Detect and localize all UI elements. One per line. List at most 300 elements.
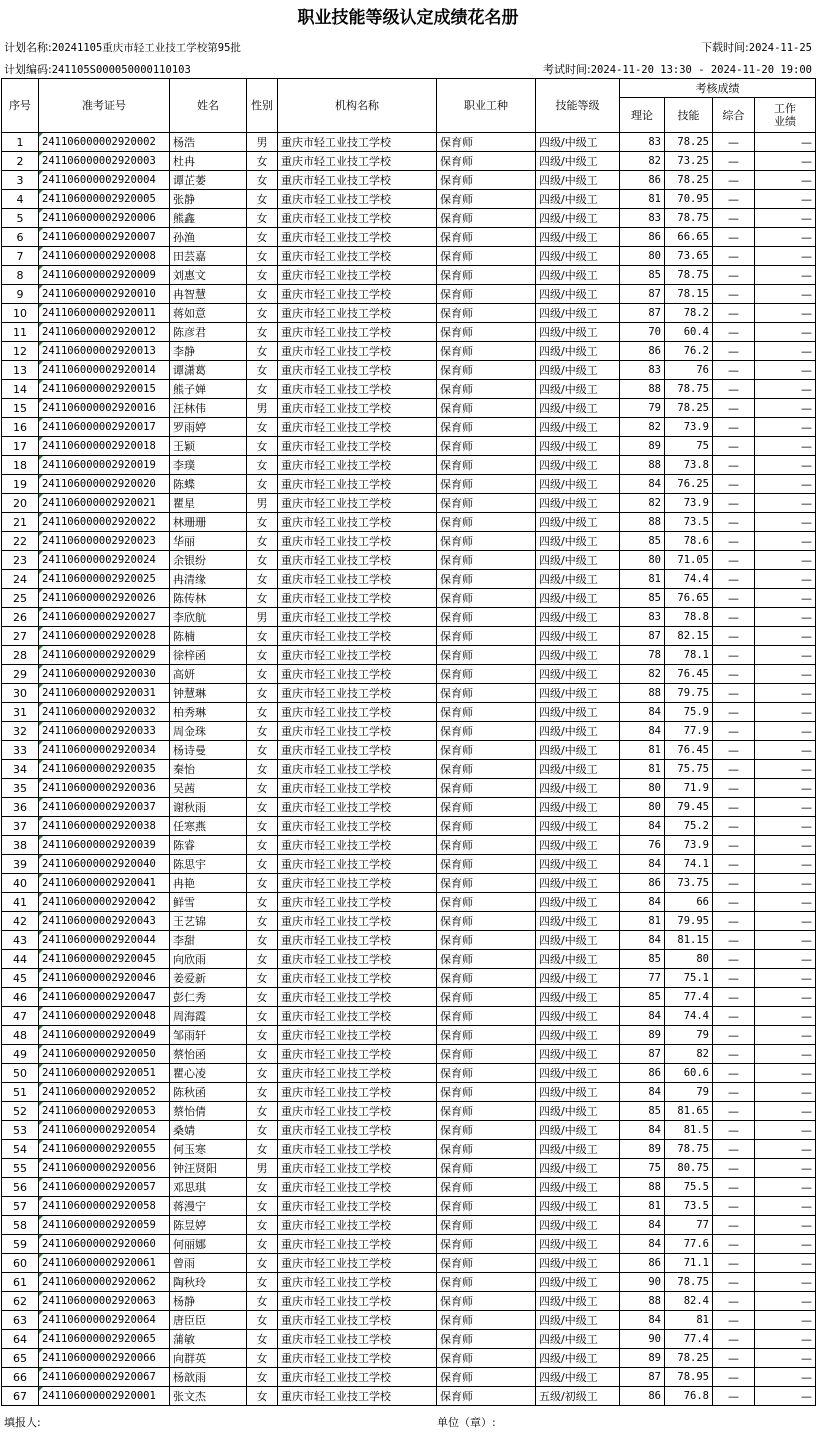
cell-seq: 4	[2, 190, 39, 209]
cell-name: 唐臣臣	[170, 1311, 247, 1330]
cell-theory: 81	[620, 570, 665, 589]
cell-name: 冉艳	[170, 874, 247, 893]
cell-seq: 67	[2, 1387, 39, 1406]
cell-org: 重庆市轻工业技工学校	[278, 950, 437, 969]
cell-skill: 76	[665, 361, 713, 380]
cell-theory: 86	[620, 1254, 665, 1273]
cell-gender: 女	[247, 513, 278, 532]
table-row	[2, 798, 816, 817]
cell-theory: 83	[620, 361, 665, 380]
cell-name: 瞿心凌	[170, 1064, 247, 1083]
table-row	[2, 494, 816, 513]
cell-job: 保育师	[437, 1140, 536, 1159]
cell-name: 何玉寒	[170, 1140, 247, 1159]
cell-name: 杜冉	[170, 152, 247, 171]
cell-ticket: 241106000002920032	[39, 703, 170, 722]
cell-name: 桑婧	[170, 1121, 247, 1140]
cell-theory: 85	[620, 950, 665, 969]
cell-seq: 27	[2, 627, 39, 646]
cell-work: —	[755, 646, 816, 665]
cell-theory: 83	[620, 209, 665, 228]
cell-ticket: 241106000002920010	[39, 285, 170, 304]
cell-job: 保育师	[437, 1216, 536, 1235]
cell-ticket: 241106000002920041	[39, 874, 170, 893]
table-row	[2, 380, 816, 399]
table-row	[2, 1330, 816, 1349]
cell-work: —	[755, 228, 816, 247]
cell-work: —	[755, 627, 816, 646]
cell-name: 陈彦君	[170, 323, 247, 342]
table-row	[2, 1216, 816, 1235]
cell-seq: 19	[2, 475, 39, 494]
cell-overall: —	[713, 988, 755, 1007]
cell-theory: 82	[620, 494, 665, 513]
table-row	[2, 437, 816, 456]
cell-level: 四级/中级工	[536, 342, 620, 361]
cell-name: 陈秋函	[170, 1083, 247, 1102]
cell-skill: 79.45	[665, 798, 713, 817]
cell-job: 保育师	[437, 342, 536, 361]
cell-theory: 84	[620, 1216, 665, 1235]
cell-ticket: 241106000002920007	[39, 228, 170, 247]
cell-level: 四级/中级工	[536, 950, 620, 969]
cell-name: 汪林伟	[170, 399, 247, 418]
table-row	[2, 266, 816, 285]
cell-ticket: 241106000002920047	[39, 988, 170, 1007]
cell-work: —	[755, 570, 816, 589]
cell-overall: —	[713, 570, 755, 589]
cell-work: —	[755, 1197, 816, 1216]
cell-work: —	[755, 133, 816, 152]
cell-job: 保育师	[437, 323, 536, 342]
cell-work: —	[755, 779, 816, 798]
cell-ticket: 241106000002920014	[39, 361, 170, 380]
table-row	[2, 247, 816, 266]
table-row	[2, 133, 816, 152]
cell-work: —	[755, 703, 816, 722]
cell-ticket: 241106000002920029	[39, 646, 170, 665]
cell-gender: 女	[247, 817, 278, 836]
cell-name: 杨歆雨	[170, 1368, 247, 1387]
cell-org: 重庆市轻工业技工学校	[278, 1216, 437, 1235]
cell-name: 杨浩	[170, 133, 247, 152]
cell-seq: 1	[2, 133, 39, 152]
cell-work: —	[755, 1311, 816, 1330]
cell-skill: 78.95	[665, 1368, 713, 1387]
cell-level: 四级/中级工	[536, 760, 620, 779]
cell-level: 五级/初级工	[536, 1387, 620, 1406]
cell-theory: 88	[620, 684, 665, 703]
cell-job: 保育师	[437, 1178, 536, 1197]
cell-name: 林珊珊	[170, 513, 247, 532]
cell-org: 重庆市轻工业技工学校	[278, 209, 437, 228]
cell-ticket: 241106000002920066	[39, 1349, 170, 1368]
cell-work: —	[755, 1140, 816, 1159]
cell-name: 向群英	[170, 1349, 247, 1368]
plan-name-value: 20241105重庆市轻工业技工学校第95批	[51, 42, 241, 54]
cell-theory: 85	[620, 266, 665, 285]
cell-seq: 17	[2, 437, 39, 456]
cell-job: 保育师	[437, 912, 536, 931]
cell-seq: 9	[2, 285, 39, 304]
cell-overall: —	[713, 342, 755, 361]
cell-work: —	[755, 722, 816, 741]
cell-theory: 88	[620, 380, 665, 399]
score-table	[1, 78, 816, 1406]
cell-theory: 86	[620, 874, 665, 893]
cell-gender: 女	[247, 323, 278, 342]
cell-gender: 女	[247, 342, 278, 361]
cell-overall: —	[713, 532, 755, 551]
cell-job: 保育师	[437, 1121, 536, 1140]
cell-seq: 3	[2, 171, 39, 190]
cell-level: 四级/中级工	[536, 1311, 620, 1330]
table-row	[2, 893, 816, 912]
cell-job: 保育师	[437, 741, 536, 760]
cell-job: 保育师	[437, 1330, 536, 1349]
cell-skill: 76.2	[665, 342, 713, 361]
cell-seq: 25	[2, 589, 39, 608]
cell-gender: 女	[247, 1368, 278, 1387]
cell-skill: 73.9	[665, 494, 713, 513]
cell-gender: 女	[247, 456, 278, 475]
cell-level: 四级/中级工	[536, 399, 620, 418]
cell-theory: 87	[620, 304, 665, 323]
cell-work: —	[755, 171, 816, 190]
cell-org: 重庆市轻工业技工学校	[278, 1387, 437, 1406]
cell-overall: —	[713, 684, 755, 703]
cell-ticket: 241106000002920053	[39, 1102, 170, 1121]
cell-name: 谭芷萎	[170, 171, 247, 190]
cell-seq: 64	[2, 1330, 39, 1349]
cell-seq: 34	[2, 760, 39, 779]
cell-level: 四级/中级工	[536, 1178, 620, 1197]
cell-level: 四级/中级工	[536, 1064, 620, 1083]
plan-name-line	[4, 38, 241, 58]
cell-overall: —	[713, 323, 755, 342]
cell-skill: 81.65	[665, 1102, 713, 1121]
cell-work: —	[755, 684, 816, 703]
cell-seq: 43	[2, 931, 39, 950]
table-row	[2, 190, 816, 209]
cell-seq: 14	[2, 380, 39, 399]
table-row	[2, 1083, 816, 1102]
header-work-line2: 业绩	[774, 115, 796, 128]
cell-seq: 21	[2, 513, 39, 532]
cell-theory: 80	[620, 798, 665, 817]
cell-name: 任寒燕	[170, 817, 247, 836]
cell-org: 重庆市轻工业技工学校	[278, 1140, 437, 1159]
cell-theory: 88	[620, 1178, 665, 1197]
cell-ticket: 241106000002920022	[39, 513, 170, 532]
cell-overall: —	[713, 513, 755, 532]
cell-overall: —	[713, 893, 755, 912]
cell-overall: —	[713, 1178, 755, 1197]
cell-work: —	[755, 1216, 816, 1235]
cell-org: 重庆市轻工业技工学校	[278, 1292, 437, 1311]
cell-skill: 78.75	[665, 1273, 713, 1292]
cell-seq: 10	[2, 304, 39, 323]
cell-job: 保育师	[437, 1045, 536, 1064]
cell-gender: 男	[247, 399, 278, 418]
table-row	[2, 1064, 816, 1083]
cell-overall: —	[713, 1349, 755, 1368]
cell-org: 重庆市轻工业技工学校	[278, 266, 437, 285]
cell-ticket: 241106000002920002	[39, 133, 170, 152]
cell-gender: 女	[247, 741, 278, 760]
cell-work: —	[755, 304, 816, 323]
cell-theory: 81	[620, 190, 665, 209]
cell-job: 保育师	[437, 969, 536, 988]
cell-gender: 女	[247, 418, 278, 437]
cell-gender: 女	[247, 209, 278, 228]
cell-overall: —	[713, 456, 755, 475]
cell-skill: 82	[665, 1045, 713, 1064]
cell-level: 四级/中级工	[536, 190, 620, 209]
cell-gender: 女	[247, 893, 278, 912]
cell-work: —	[755, 1121, 816, 1140]
cell-ticket: 241106000002920060	[39, 1235, 170, 1254]
cell-skill: 77.4	[665, 1330, 713, 1349]
cell-name: 蔡怡倩	[170, 1102, 247, 1121]
table-row	[2, 1197, 816, 1216]
cell-overall: —	[713, 798, 755, 817]
cell-name: 何丽娜	[170, 1235, 247, 1254]
cell-org: 重庆市轻工业技工学校	[278, 1121, 437, 1140]
cell-level: 四级/中级工	[536, 285, 620, 304]
cell-ticket: 241106000002920001	[39, 1387, 170, 1406]
cell-work: —	[755, 855, 816, 874]
cell-org: 重庆市轻工业技工学校	[278, 1102, 437, 1121]
cell-org: 重庆市轻工业技工学校	[278, 1007, 437, 1026]
cell-name: 姜爱新	[170, 969, 247, 988]
cell-work: —	[755, 285, 816, 304]
cell-job: 保育师	[437, 1311, 536, 1330]
header-work	[755, 98, 816, 133]
cell-name: 罗雨婷	[170, 418, 247, 437]
cell-level: 四级/中级工	[536, 1330, 620, 1349]
cell-theory: 84	[620, 1121, 665, 1140]
cell-work: —	[755, 266, 816, 285]
cell-job: 保育师	[437, 437, 536, 456]
cell-name: 鲜雪	[170, 893, 247, 912]
header-skill: 技能	[665, 98, 713, 133]
cell-theory: 79	[620, 399, 665, 418]
cell-name: 陈睿	[170, 836, 247, 855]
cell-org: 重庆市轻工业技工学校	[278, 570, 437, 589]
cell-seq: 20	[2, 494, 39, 513]
cell-org: 重庆市轻工业技工学校	[278, 646, 437, 665]
cell-skill: 81	[665, 1311, 713, 1330]
cell-name: 田芸嘉	[170, 247, 247, 266]
cell-overall: —	[713, 969, 755, 988]
cell-seq: 37	[2, 817, 39, 836]
cell-name: 秦怡	[170, 760, 247, 779]
cell-gender: 男	[247, 1159, 278, 1178]
cell-org: 重庆市轻工业技工学校	[278, 741, 437, 760]
cell-org: 重庆市轻工业技工学校	[278, 247, 437, 266]
cell-name: 王颖	[170, 437, 247, 456]
cell-ticket: 241106000002920030	[39, 665, 170, 684]
table-row	[2, 836, 816, 855]
table-row	[2, 418, 816, 437]
table-row	[2, 304, 816, 323]
cell-work: —	[755, 817, 816, 836]
cell-overall: —	[713, 665, 755, 684]
cell-level: 四级/中级工	[536, 703, 620, 722]
cell-ticket: 241106000002920038	[39, 817, 170, 836]
header-job: 职业工种	[437, 79, 536, 133]
cell-gender: 女	[247, 285, 278, 304]
cell-ticket: 241106000002920036	[39, 779, 170, 798]
cell-name: 蒋如意	[170, 304, 247, 323]
cell-ticket: 241106000002920003	[39, 152, 170, 171]
cell-level: 四级/中级工	[536, 209, 620, 228]
cell-name: 陈传林	[170, 589, 247, 608]
cell-org: 重庆市轻工业技工学校	[278, 1064, 437, 1083]
cell-work: —	[755, 608, 816, 627]
cell-theory: 87	[620, 1368, 665, 1387]
cell-job: 保育师	[437, 893, 536, 912]
cell-ticket: 241106000002920046	[39, 969, 170, 988]
cell-job: 保育师	[437, 1007, 536, 1026]
cell-job: 保育师	[437, 1026, 536, 1045]
cell-overall: —	[713, 703, 755, 722]
cell-ticket: 241106000002920042	[39, 893, 170, 912]
cell-ticket: 241106000002920031	[39, 684, 170, 703]
cell-level: 四级/中级工	[536, 532, 620, 551]
cell-skill: 76.45	[665, 741, 713, 760]
cell-theory: 81	[620, 760, 665, 779]
cell-overall: —	[713, 855, 755, 874]
cell-theory: 84	[620, 893, 665, 912]
cell-ticket: 241106000002920009	[39, 266, 170, 285]
cell-work: —	[755, 1159, 816, 1178]
cell-overall: —	[713, 779, 755, 798]
cell-ticket: 241106000002920045	[39, 950, 170, 969]
cell-gender: 女	[247, 760, 278, 779]
cell-theory: 81	[620, 1197, 665, 1216]
cell-gender: 女	[247, 684, 278, 703]
table-row	[2, 570, 816, 589]
table-row	[2, 456, 816, 475]
cell-level: 四级/中级工	[536, 1159, 620, 1178]
document-title: 职业技能等级认定成绩花名册	[297, 8, 519, 28]
cell-level: 四级/中级工	[536, 1197, 620, 1216]
cell-ticket: 241106000002920008	[39, 247, 170, 266]
cell-work: —	[755, 418, 816, 437]
table-row	[2, 1121, 816, 1140]
cell-level: 四级/中级工	[536, 418, 620, 437]
cell-ticket: 241106000002920035	[39, 760, 170, 779]
table-row	[2, 1368, 816, 1387]
cell-ticket: 241106000002920040	[39, 855, 170, 874]
cell-org: 重庆市轻工业技工学校	[278, 855, 437, 874]
cell-gender: 女	[247, 1102, 278, 1121]
cell-ticket: 241106000002920025	[39, 570, 170, 589]
cell-ticket: 241106000002920026	[39, 589, 170, 608]
cell-work: —	[755, 874, 816, 893]
cell-org: 重庆市轻工业技工学校	[278, 418, 437, 437]
cell-overall: —	[713, 418, 755, 437]
cell-level: 四级/中级工	[536, 1273, 620, 1292]
cell-overall: —	[713, 285, 755, 304]
cell-job: 保育师	[437, 171, 536, 190]
table-row	[2, 950, 816, 969]
cell-overall: —	[713, 1140, 755, 1159]
cell-gender: 女	[247, 1387, 278, 1406]
cell-ticket: 241106000002920020	[39, 475, 170, 494]
cell-seq: 18	[2, 456, 39, 475]
cell-org: 重庆市轻工业技工学校	[278, 1178, 437, 1197]
cell-gender: 女	[247, 1235, 278, 1254]
cell-skill: 73.5	[665, 1197, 713, 1216]
cell-job: 保育师	[437, 1083, 536, 1102]
cell-work: —	[755, 323, 816, 342]
cell-org: 重庆市轻工业技工学校	[278, 1159, 437, 1178]
cell-theory: 75	[620, 1159, 665, 1178]
cell-theory: 86	[620, 1387, 665, 1406]
cell-gender: 女	[247, 836, 278, 855]
cell-job: 保育师	[437, 1349, 536, 1368]
cell-gender: 女	[247, 969, 278, 988]
cell-ticket: 241106000002920052	[39, 1083, 170, 1102]
cell-skill: 73.8	[665, 456, 713, 475]
cell-ticket: 241106000002920062	[39, 1273, 170, 1292]
cell-overall: —	[713, 1083, 755, 1102]
cell-theory: 84	[620, 703, 665, 722]
cell-seq: 12	[2, 342, 39, 361]
cell-skill: 78.75	[665, 266, 713, 285]
cell-theory: 86	[620, 1064, 665, 1083]
cell-job: 保育师	[437, 513, 536, 532]
cell-level: 四级/中级工	[536, 380, 620, 399]
cell-theory: 84	[620, 1235, 665, 1254]
cell-work: —	[755, 1083, 816, 1102]
cell-gender: 女	[247, 437, 278, 456]
cell-skill: 78.75	[665, 209, 713, 228]
cell-gender: 女	[247, 228, 278, 247]
cell-seq: 39	[2, 855, 39, 874]
cell-skill: 71.1	[665, 1254, 713, 1273]
cell-skill: 78.25	[665, 133, 713, 152]
cell-seq: 13	[2, 361, 39, 380]
cell-seq: 30	[2, 684, 39, 703]
cell-org: 重庆市轻工业技工学校	[278, 513, 437, 532]
cell-name: 华丽	[170, 532, 247, 551]
table-row	[2, 722, 816, 741]
cell-seq: 33	[2, 741, 39, 760]
cell-seq: 41	[2, 893, 39, 912]
cell-theory: 86	[620, 342, 665, 361]
cell-ticket: 241106000002920015	[39, 380, 170, 399]
cell-work: —	[755, 741, 816, 760]
cell-skill: 71.05	[665, 551, 713, 570]
cell-seq: 62	[2, 1292, 39, 1311]
cell-gender: 女	[247, 1178, 278, 1197]
cell-work: —	[755, 798, 816, 817]
cell-skill: 73.25	[665, 152, 713, 171]
cell-job: 保育师	[437, 646, 536, 665]
cell-level: 四级/中级工	[536, 437, 620, 456]
cell-gender: 女	[247, 722, 278, 741]
cell-job: 保育师	[437, 475, 536, 494]
cell-overall: —	[713, 228, 755, 247]
header-gender: 性别	[247, 79, 278, 133]
header-work-line1: 工作	[774, 102, 796, 115]
cell-skill: 78.15	[665, 285, 713, 304]
cell-level: 四级/中级工	[536, 228, 620, 247]
